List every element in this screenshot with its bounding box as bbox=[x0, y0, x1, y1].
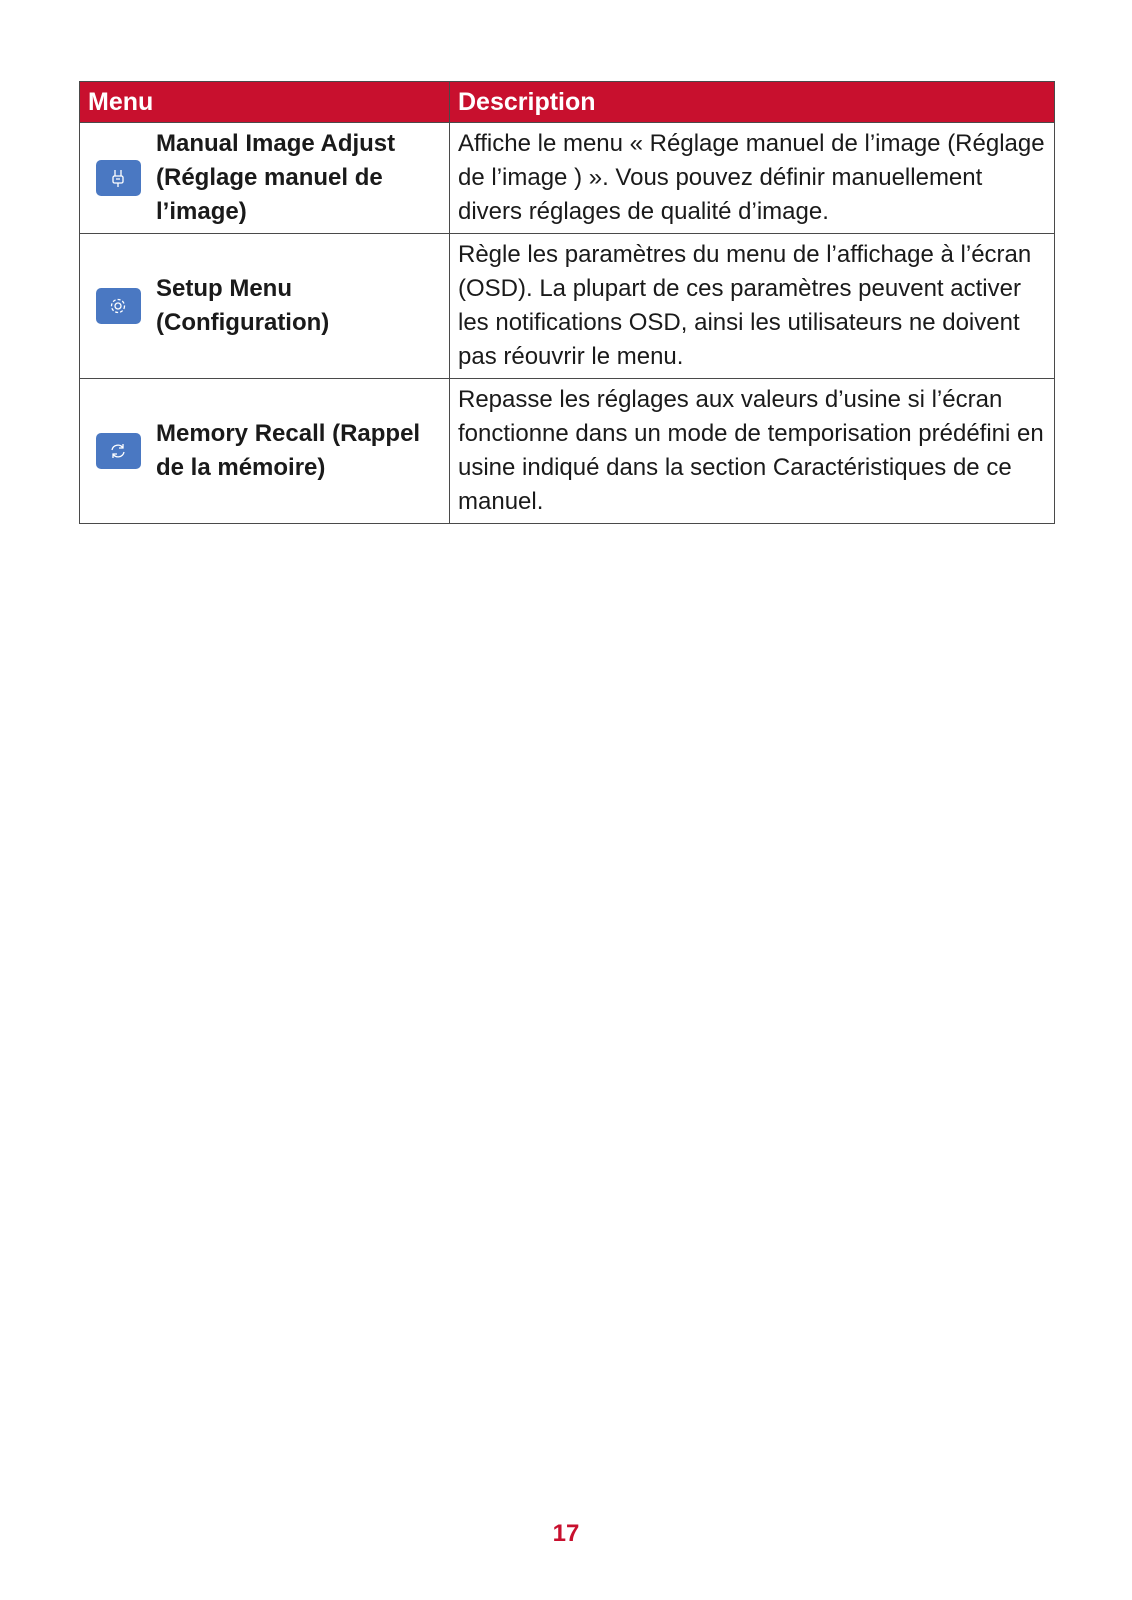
description-cell: Règle les paramètres du menu de l’affichage à l’écran (OSD). La plupart de ces paramètres peuvent activer les notifications OSD, ainsi les utilisateurs ne doivent pas réouvrir le menu. bbox=[450, 234, 1055, 379]
description-cell: Affiche le menu « Réglage manuel de l’image (Réglage de l’image ) ». Vous pouvez définir manuellement divers réglages de qualité d’image. bbox=[450, 123, 1055, 234]
table-row bbox=[80, 234, 1055, 379]
menu-label: Manual Image Adjust (Réglage manuel de l’image) bbox=[156, 130, 396, 225]
menu-table bbox=[79, 81, 1055, 524]
table-row bbox=[80, 123, 1055, 234]
menu-cell bbox=[80, 123, 450, 234]
table-header-row bbox=[80, 82, 1055, 123]
gear-icon bbox=[96, 288, 141, 324]
menu-label: Setup Menu (Configuration) bbox=[156, 275, 330, 336]
refresh-icon bbox=[96, 433, 141, 469]
menu-cell bbox=[80, 379, 450, 524]
image-adjust-icon bbox=[96, 160, 141, 196]
description-cell: Repasse les réglages aux valeurs d’usine si l’écran fonctionne dans un mode de temporisation prédéfini en usine indiqué dans la section Caractéristiques de ce manuel. bbox=[450, 379, 1055, 524]
page-number: 17 bbox=[552, 1520, 580, 1547]
header-description: Description bbox=[450, 82, 1055, 123]
header-menu: Menu bbox=[80, 82, 450, 123]
menu-label: Memory Recall (Rappel de la mémoire) bbox=[156, 420, 421, 481]
table-row bbox=[80, 379, 1055, 524]
menu-cell bbox=[80, 234, 450, 379]
